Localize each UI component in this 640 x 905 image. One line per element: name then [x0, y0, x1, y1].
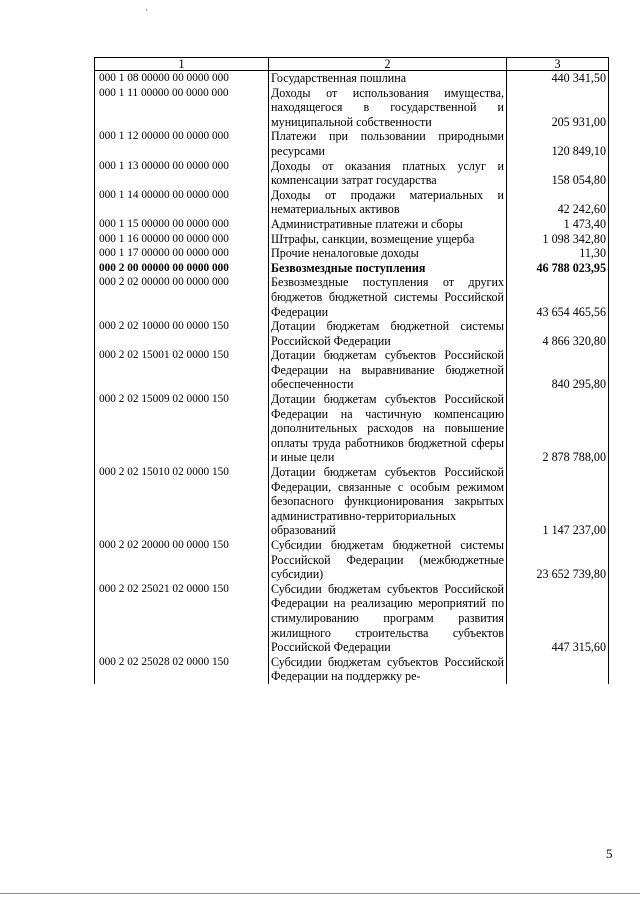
amount-cell: 120 849,10: [507, 129, 609, 158]
amount-cell: 447 315,60: [507, 582, 609, 655]
revenue-name-cell: Безвозмездные поступления: [269, 261, 507, 276]
table-row: [95, 188, 609, 217]
amount-cell: 2 878 788,00: [507, 392, 609, 465]
revenue-name-cell: Субсидии бюджетам субъектов Российской Федерации на поддержку ре-: [269, 655, 507, 684]
table-header-row: [95, 58, 609, 71]
column-header-1: 1: [95, 58, 269, 71]
amount-cell: 23 652 739,80: [507, 538, 609, 582]
table-row: [95, 86, 609, 130]
revenue-name-cell: Государственная пошлина: [269, 71, 507, 86]
amount-cell: 11,30: [507, 246, 609, 261]
amount-cell: 43 654 465,56: [507, 275, 609, 319]
table-row: [95, 129, 609, 158]
page-bottom-rule: [0, 893, 640, 894]
budget-code-cell: 000 1 15 00000 00 0000 000: [95, 217, 269, 232]
column-header-3: 3: [507, 58, 609, 71]
table-row: [95, 159, 609, 188]
budget-code-cell: 000 1 11 00000 00 0000 000: [95, 86, 269, 130]
table-row: [95, 71, 609, 86]
table-row: [95, 465, 609, 538]
revenue-name-cell: Платежи при пользовании природными ресурсами: [269, 129, 507, 158]
revenue-name-cell: Штрафы, санкции, возмещение ущерба: [269, 232, 507, 247]
amount-cell: 46 788 023,95: [507, 261, 609, 276]
revenue-name-cell: Административные платежи и сборы: [269, 217, 507, 232]
budget-code-cell: 000 1 17 00000 00 0000 000: [95, 246, 269, 261]
budget-code-cell: 000 1 16 00000 00 0000 000: [95, 232, 269, 247]
revenue-name-cell: Прочие неналоговые доходы: [269, 246, 507, 261]
budget-code-cell: 000 2 02 15009 02 0000 150: [95, 392, 269, 465]
amount-cell: 205 931,00: [507, 86, 609, 130]
revenue-name-cell: Доходы от использования имущества, находящегося в государственной и муниципальной собственности: [269, 86, 507, 130]
budget-code-cell: 000 2 00 00000 00 0000 000: [95, 261, 269, 276]
column-header-2: 2: [269, 58, 507, 71]
revenue-name-cell: Безвозмездные поступления от других бюджетов бюджетной системы Российской Федерации: [269, 275, 507, 319]
revenue-name-cell: Дотации бюджетам субъектов Российской Федерации на выравнивание бюджетной обеспеченности: [269, 348, 507, 392]
amount-cell: 158 054,80: [507, 159, 609, 188]
table-row: [95, 232, 609, 247]
revenue-name-cell: Доходы от продажи материальных и нематериальных активов: [269, 188, 507, 217]
budget-code-cell: 000 2 02 00000 00 0000 000: [95, 275, 269, 319]
table-row: [95, 392, 609, 465]
amount-cell: 1 473,40: [507, 217, 609, 232]
table-body: [95, 71, 609, 684]
table-row: [95, 538, 609, 582]
table-row: [95, 275, 609, 319]
budget-code-cell: 000 2 02 25021 02 0000 150: [95, 582, 269, 655]
budget-code-cell: 000 1 12 00000 00 0000 000: [95, 129, 269, 158]
table-row: [95, 582, 609, 655]
budget-code-cell: 000 2 02 15001 02 0000 150: [95, 348, 269, 392]
budget-code-cell: 000 1 14 00000 00 0000 000: [95, 188, 269, 217]
revenue-name-cell: Субсидии бюджетам бюджетной системы Российской Федерации (межбюджетные субсидии): [269, 538, 507, 582]
page-number: 5: [606, 846, 613, 861]
revenue-name-cell: Дотации бюджетам субъектов Российской Федерации на частичную компенсацию дополнительных расходов на повышение оплаты труда работников бюджетной сферы и иные цели: [269, 392, 507, 465]
revenue-name-cell: Доходы от оказания платных услуг и компенсации затрат государства: [269, 159, 507, 188]
amount-cell: 840 295,80: [507, 348, 609, 392]
revenue-name-cell: Субсидии бюджетам субъектов Российской Федерации на реализацию мероприятий по стимулированию программ развития жилищного строительства субъектов Российской Федерации: [269, 582, 507, 655]
amount-cell: [507, 655, 609, 684]
table-row: [95, 217, 609, 232]
revenue-name-cell: Дотации бюджетам субъектов Российской Федерации, связанные с особым режимом безопасного функционирования закрытых административно-территориальных образований: [269, 465, 507, 538]
table-row: [95, 655, 609, 684]
budget-code-cell: 000 1 13 00000 00 0000 000: [95, 159, 269, 188]
amount-cell: 440 341,50: [507, 71, 609, 86]
scan-speck: [146, 9, 147, 11]
amount-cell: 4 866 320,80: [507, 319, 609, 348]
amount-cell: 42 242,60: [507, 188, 609, 217]
table-row: [95, 319, 609, 348]
table-row: [95, 348, 609, 392]
revenue-table: [94, 57, 609, 684]
amount-cell: 1 098 342,80: [507, 232, 609, 247]
budget-code-cell: 000 2 02 25028 02 0000 150: [95, 655, 269, 684]
revenue-name-cell: Дотации бюджетам бюджетной системы Российской Федерации: [269, 319, 507, 348]
budget-code-cell: 000 2 02 10000 00 0000 150: [95, 319, 269, 348]
budget-code-cell: 000 2 02 15010 02 0000 150: [95, 465, 269, 538]
table-row: [95, 261, 609, 276]
budget-code-cell: 000 2 02 20000 00 0000 150: [95, 538, 269, 582]
budget-code-cell: 000 1 08 00000 00 0000 000: [95, 71, 269, 86]
amount-cell: 1 147 237,00: [507, 465, 609, 538]
table-row: [95, 246, 609, 261]
